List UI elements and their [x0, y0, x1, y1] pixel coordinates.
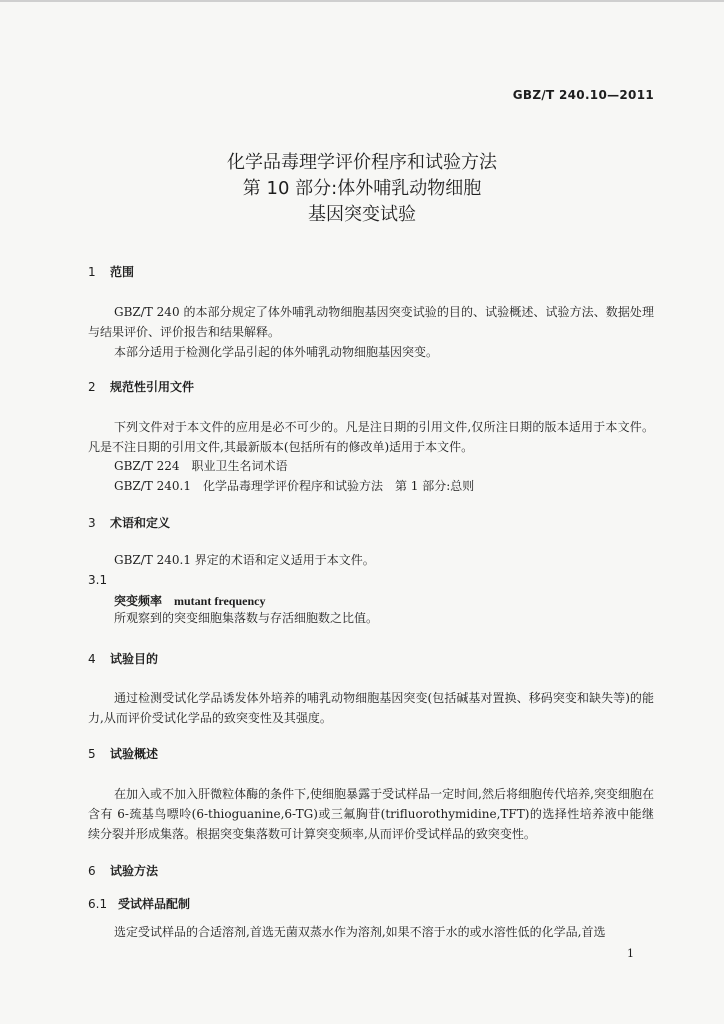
- title-line-2: 第 10 部分:体外哺乳动物细胞: [242, 178, 482, 199]
- section-title: 试验方法: [110, 864, 159, 878]
- section-title: 试验概述: [110, 747, 159, 761]
- term-number: 3.1: [88, 573, 108, 587]
- subsection-number: 6.1: [88, 897, 108, 911]
- section-6-heading: [88, 862, 158, 879]
- section-3-heading: [88, 514, 170, 531]
- section-title: 范围: [110, 265, 135, 279]
- subsection-6-1-heading: [88, 895, 190, 912]
- reference-1: GBZ/T 224 职业卫生名词术语: [114, 459, 288, 473]
- section-2-heading: [88, 378, 194, 395]
- section-title: 试验目的: [110, 652, 159, 666]
- section-3-paragraph-1: GBZ/T 240.1 界定的术语和定义适用于本文件。: [114, 553, 375, 567]
- section-1-paragraph-2: 本部分适用于检测化学品引起的体外哺乳动物细胞基因突变。: [114, 345, 439, 359]
- section-title: 规范性引用文件: [110, 380, 195, 394]
- document-title: [0, 150, 724, 228]
- scan-edge: [0, 0, 724, 2]
- section-4-heading: [88, 650, 158, 667]
- section-number: 5: [88, 747, 96, 761]
- term-definition: 所观察到的突变细胞集落数与存活细胞数之比值。: [114, 611, 379, 625]
- section-number: 1: [88, 265, 96, 279]
- title-line-3: 基因突变试验: [308, 204, 416, 225]
- page-number: 1: [627, 947, 634, 960]
- reference-2: GBZ/T 240.1 化学品毒理学评价程序和试验方法 第 1 部分:总则: [114, 479, 475, 493]
- section-4-paragraph-1: 通过检测受试化学品诱发体外培养的哺乳动物细胞基因突变(包括碱基对置换、移码突变和缺失等)的能力,从而评价受试化学品的致突变性及其强度。: [88, 691, 654, 725]
- section-1-paragraph-1: GBZ/T 240 的本部分规定了体外哺乳动物细胞基因突变试验的目的、试验概述、试验方法、数据处理与结果评价、评价报告和结果解释。: [88, 305, 654, 339]
- term-chinese: 突变频率: [114, 594, 163, 608]
- section-number: 3: [88, 516, 96, 530]
- subsection-title: 受试样品配制: [118, 897, 191, 911]
- section-number: 6: [88, 864, 96, 878]
- section-5-heading: [88, 745, 158, 762]
- term-english: mutant frequency: [174, 594, 266, 608]
- standard-number: GBZ/T 240.10—2011: [512, 88, 654, 102]
- section-1-heading: [88, 263, 134, 280]
- title-line-1: 化学品毒理学评价程序和试验方法: [227, 152, 497, 173]
- section-5-paragraph-1: 在加入或不加入肝微粒体酶的条件下,使细胞暴露于受试样品一定时间,然后将细胞传代培养,突变细胞在含有 6-巯基鸟嘌呤(6-thioguanine,6-TG)或三氟胸苷(trifluorothymidine,TFT)的选择性培养液中能继续分裂并形成集落。根据突变集落数可计算突变频率,从而评价受试样品的致突变性。: [88, 787, 654, 841]
- section-number: 4: [88, 652, 96, 666]
- section-number: 2: [88, 380, 96, 394]
- subsection-6-1-paragraph: 选定受试样品的合适溶剂,首选无菌双蒸水作为溶剂,如果不溶于水的或水溶性低的化学品,首选: [114, 925, 606, 939]
- section-2-paragraph-1: 下列文件对于本文件的应用是必不可少的。凡是注日期的引用文件,仅所注日期的版本适用于本文件。凡是不注日期的引用文件,其最新版本(包括所有的修改单)适用于本文件。: [88, 420, 654, 454]
- section-title: 术语和定义: [110, 516, 171, 530]
- term-entry: [114, 592, 265, 609]
